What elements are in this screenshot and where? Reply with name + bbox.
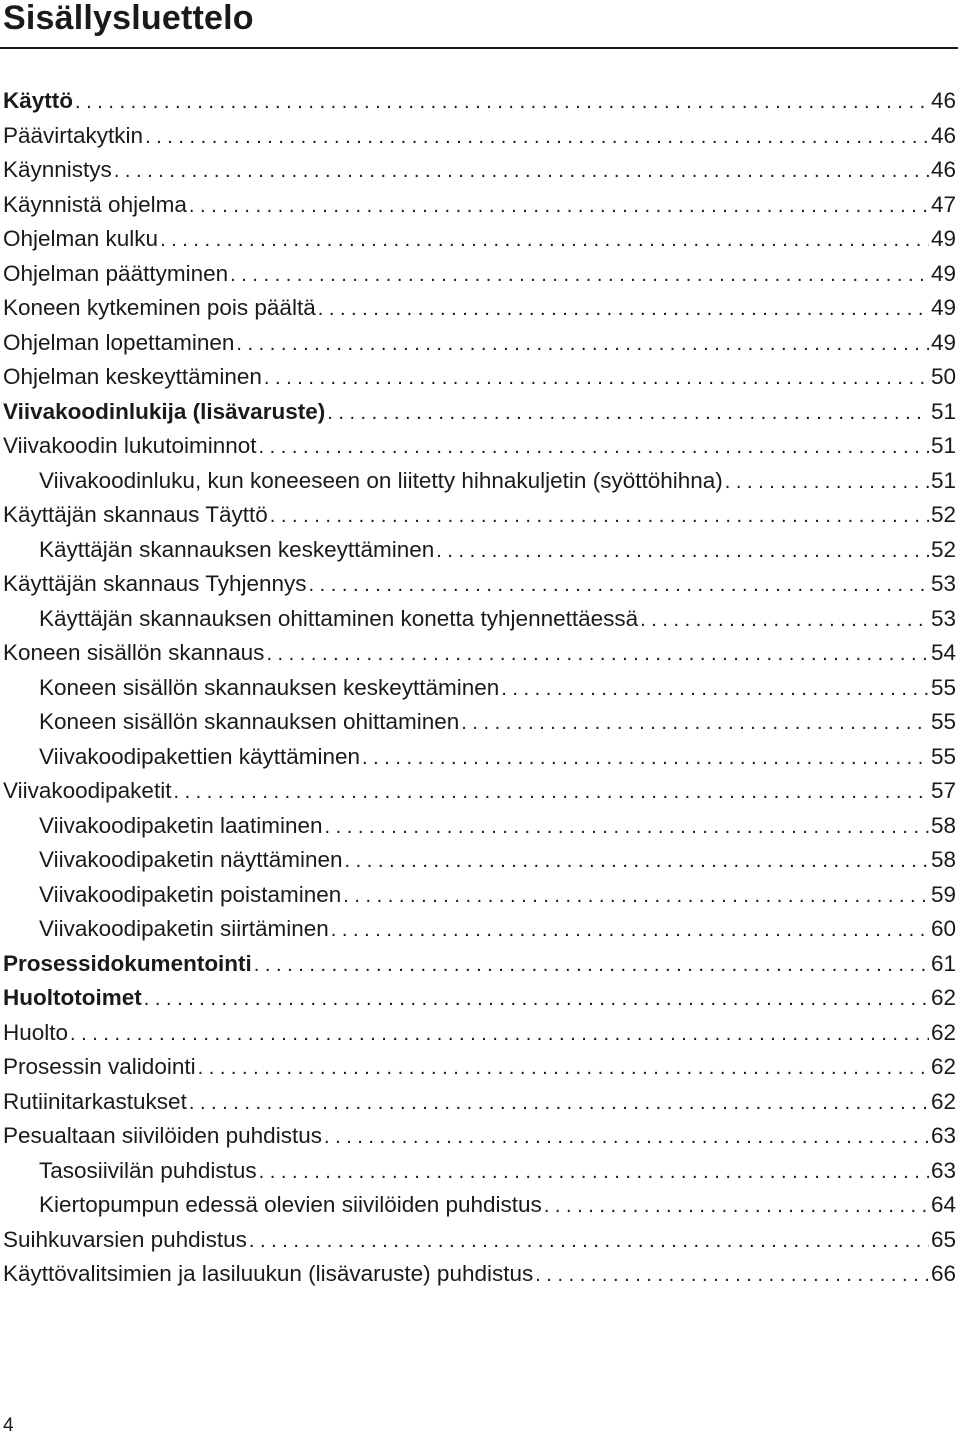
dot-leader (270, 499, 929, 534)
toc-entry-page: 46 (930, 157, 956, 182)
toc-entry-label: Viivakoodinluku, kun koneeseen on liitetty hihnakuljetin (syöttöhihna) (39, 467, 723, 493)
toc-entry-page: 51 (930, 467, 956, 493)
toc-entry-label: Käyttövalitsimien ja lasiluukun (lisävaruste) puhdistus (3, 1261, 534, 1286)
toc-entry-page: 58 (930, 812, 956, 838)
toc-entry-page: 46 (930, 88, 956, 113)
toc-entry-label: Prosessin validointi (3, 1054, 196, 1079)
toc-entry[interactable] (3, 1257, 956, 1292)
dot-leader (324, 1120, 929, 1155)
dot-leader (266, 637, 929, 672)
page-number: 4 (3, 1415, 14, 1436)
toc-entry-label: Viivakoodipakettien käyttäminen (39, 743, 361, 769)
toc-entry-page: 54 (930, 640, 956, 665)
toc-entry-page: 58 (930, 847, 956, 872)
toc-entry-label: Käyttö (3, 88, 74, 113)
toc-entry-page: 49 (930, 295, 956, 320)
toc-entry-page: 50 (930, 364, 956, 389)
dot-leader (640, 603, 929, 638)
toc-entry-label: Viivakoodinlukija (lisävaruste) (3, 398, 326, 424)
dot-leader (230, 258, 929, 293)
dot-leader (160, 223, 929, 258)
toc-entry-label: Tasosiivilän puhdistus (39, 1157, 257, 1183)
dot-leader (331, 913, 929, 948)
toc-entry-page: 63 (930, 1123, 956, 1148)
toc-entry-page: 62 (930, 1054, 956, 1079)
dot-leader (544, 1189, 929, 1224)
toc-entry-label: Prosessidokumentointi (3, 950, 252, 976)
toc-entry-label: Viivakoodipaketin näyttäminen (39, 847, 343, 872)
toc-entry-page: 65 (930, 1226, 956, 1252)
toc-entry-page: 49 (930, 329, 956, 355)
toc-entry-page: 64 (930, 1192, 956, 1217)
toc-entry-label: Pesualtaan siivilöiden puhdistus (3, 1123, 322, 1148)
dot-leader (75, 85, 929, 120)
toc-entry[interactable] (3, 153, 956, 188)
toc-entry-label: Käyttäjän skannaus Täyttö (3, 502, 268, 527)
toc-entry[interactable] (3, 188, 956, 223)
page-title: Sisällysluettelo (3, 0, 254, 37)
toc-entry-label: Koneen sisällön skannauksen ohittaminen (39, 709, 460, 734)
toc-entry-page: 49 (930, 226, 956, 251)
toc-entry-page: 63 (930, 1157, 956, 1183)
toc-entry-page: 55 (930, 674, 956, 700)
toc-entry-label: Ohjelman kulku (3, 226, 159, 251)
toc-entry-label: Ohjelman päättyminen (3, 260, 229, 286)
dot-leader (249, 1224, 929, 1259)
toc-entry-page: 60 (930, 916, 956, 941)
toc-entry[interactable] (3, 222, 956, 257)
toc-entry-page: 52 (930, 536, 956, 562)
dot-leader (725, 465, 929, 500)
dot-leader (145, 120, 929, 155)
dot-leader (198, 1051, 929, 1086)
dot-leader (325, 810, 929, 845)
toc-entry[interactable] (3, 1154, 956, 1189)
dot-leader (254, 948, 929, 983)
dot-leader (70, 1017, 929, 1052)
toc-entry-label: Rutiinitarkastukset (3, 1088, 187, 1114)
dot-leader (318, 292, 929, 327)
dot-leader (309, 568, 929, 603)
dot-leader (343, 879, 929, 914)
toc-entry-page: 53 (930, 571, 956, 596)
dot-leader (362, 741, 929, 776)
toc-entry[interactable] (3, 291, 956, 326)
toc-entry-label: Huoltotoimet (3, 985, 142, 1010)
toc-entry[interactable] (3, 740, 956, 775)
toc-entry-label: Suihkuvarsien puhdistus (3, 1226, 247, 1252)
dot-leader (236, 327, 929, 362)
toc-entry[interactable] (3, 636, 956, 671)
dot-leader (461, 706, 929, 741)
toc-entry[interactable] (3, 1016, 956, 1051)
toc-entry-label: Ohjelman lopettaminen (3, 329, 235, 355)
toc-entry-page: 66 (930, 1261, 956, 1286)
dot-leader (345, 844, 929, 879)
toc-entry-label: Kiertopumpun edessä olevien siivilöiden puhdistus (39, 1192, 542, 1217)
toc-entry-page: 49 (930, 260, 956, 286)
toc-entry[interactable] (3, 774, 956, 809)
dot-leader (173, 775, 929, 810)
toc-entry[interactable] (3, 809, 956, 844)
table-of-contents (3, 84, 956, 1292)
toc-entry-page: 51 (930, 398, 956, 424)
dot-leader (144, 982, 929, 1017)
toc-entry-page: 46 (930, 122, 956, 148)
toc-entry[interactable] (3, 1050, 956, 1085)
toc-entry[interactable] (3, 257, 956, 292)
toc-entry-page: 61 (930, 950, 956, 976)
dot-leader (501, 672, 929, 707)
toc-entry-label: Koneen sisällön skannaus (3, 640, 265, 665)
toc-entry-label: Viivakoodipaketit (3, 778, 172, 803)
toc-entry-label: Päävirtakytkin (3, 122, 144, 148)
toc-entry-label: Viivakoodipaketin siirtäminen (39, 916, 329, 941)
toc-entry-label: Viivakoodin lukutoiminnot (3, 433, 257, 458)
toc-entry-page: 62 (930, 1088, 956, 1114)
toc-entry-page: 55 (930, 743, 956, 769)
toc-entry[interactable] (3, 1085, 956, 1120)
toc-entry[interactable] (3, 567, 956, 602)
toc-entry-label: Käyttäjän skannaus Tyhjennys (3, 571, 307, 596)
toc-entry[interactable] (3, 947, 956, 982)
dot-leader (189, 1086, 929, 1121)
toc-entry[interactable] (3, 395, 956, 430)
toc-entry[interactable] (3, 1223, 956, 1258)
toc-entry[interactable] (3, 326, 956, 361)
toc-entry[interactable] (3, 533, 956, 568)
toc-entry[interactable] (3, 498, 956, 533)
dot-leader (114, 154, 929, 189)
toc-entry-label: Käynnistys (3, 157, 112, 182)
toc-entry-page: 62 (930, 1019, 956, 1045)
toc-entry[interactable] (3, 464, 956, 499)
toc-entry-label: Koneen kytkeminen pois päältä (3, 295, 316, 320)
toc-entry[interactable] (3, 1119, 956, 1154)
toc-entry[interactable] (3, 119, 956, 154)
toc-entry[interactable] (3, 602, 956, 637)
toc-entry-page: 59 (930, 881, 956, 907)
dot-leader (259, 430, 929, 465)
toc-entry[interactable] (3, 843, 956, 878)
toc-entry-label: Käyttäjän skannauksen ohittaminen konetta tyhjennettäessä (39, 605, 639, 631)
dot-leader (259, 1155, 929, 1190)
toc-entry-page: 53 (930, 605, 956, 631)
dot-leader (436, 534, 929, 569)
toc-entry-page: 55 (930, 709, 956, 734)
toc-entry-label: Viivakoodipaketin poistaminen (39, 881, 342, 907)
toc-entry-label: Käynnistä ohjelma (3, 191, 187, 217)
dot-leader (327, 396, 929, 431)
toc-entry-label: Viivakoodipaketin laatiminen (39, 812, 323, 838)
toc-entry-label: Koneen sisällön skannauksen keskeyttäminen (39, 674, 500, 700)
toc-entry-page: 47 (930, 191, 956, 217)
toc-entry-label: Käyttäjän skannauksen keskeyttäminen (39, 536, 435, 562)
toc-entry-page: 51 (930, 433, 956, 458)
toc-entry[interactable] (3, 671, 956, 706)
dot-leader (535, 1258, 929, 1293)
toc-entry[interactable] (3, 705, 956, 740)
toc-entry[interactable] (3, 84, 956, 119)
title-divider (0, 47, 958, 49)
dot-leader (264, 361, 929, 396)
toc-entry[interactable] (3, 878, 956, 913)
toc-entry[interactable] (3, 360, 956, 395)
toc-entry-label: Huolto (3, 1019, 69, 1045)
toc-entry-page: 52 (930, 502, 956, 527)
toc-entry[interactable] (3, 981, 956, 1016)
toc-entry[interactable] (3, 429, 956, 464)
toc-entry-page: 57 (930, 778, 956, 803)
toc-entry[interactable] (3, 912, 956, 947)
toc-entry[interactable] (3, 1188, 956, 1223)
toc-entry-label: Ohjelman keskeyttäminen (3, 364, 262, 389)
dot-leader (189, 189, 929, 224)
toc-entry-page: 62 (930, 985, 956, 1010)
